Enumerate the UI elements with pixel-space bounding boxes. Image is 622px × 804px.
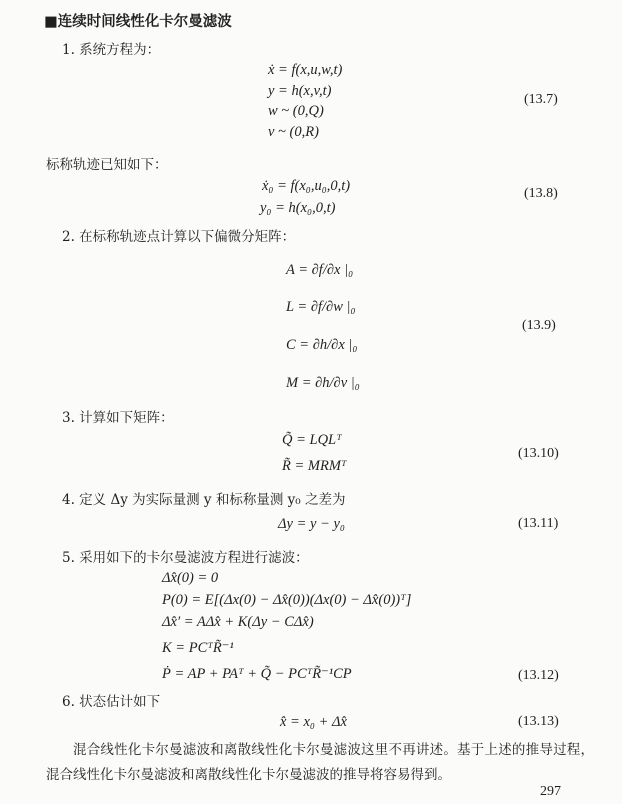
eq-13-8-line-2: y₀ = h(x₀,0,t) <box>260 200 336 216</box>
eq-number-13-12: (13.12) <box>518 668 559 683</box>
eq-13-7-line-1: ẋ = f(x,u,w,t) <box>268 62 343 78</box>
eq-13-9-line-2: L = ∂f/∂w |₀ <box>286 299 356 315</box>
eq-number-13-9: (13.9) <box>522 318 556 333</box>
step-4-label: 4. 定义 Δy 为实际量测 y 和标称量测 y₀ 之差为 <box>62 492 346 508</box>
section-title: ■连续时间线性化卡尔曼滤波 <box>44 14 232 30</box>
eq-13-7-line-2: y = h(x,v,t) <box>268 83 332 99</box>
step-1-label: 1. 系统方程为： <box>62 42 161 58</box>
eq-13-9-line-3: C = ∂h/∂x |₀ <box>286 337 358 353</box>
step-3-label: 3. 计算如下矩阵： <box>62 410 174 426</box>
nominal-trajectory-label: 标称轨迹已知如下： <box>46 157 168 173</box>
eq-13-7-line-4: v ~ (0,R) <box>268 124 319 140</box>
eq-13-13: x̂ = x₀ + Δx̂ <box>280 714 347 730</box>
eq-13-8-line-1: ẋ₀ = f(x₀,u₀,0,t) <box>262 178 351 194</box>
step-5-label: 5. 采用如下的卡尔曼滤波方程进行滤波： <box>62 550 309 566</box>
eq-13-9-line-1: A = ∂f/∂x |₀ <box>286 262 354 278</box>
eq-13-7-line-3: w ~ (0,Q) <box>268 103 324 119</box>
eq-13-10-line-2: R̃ = MRMᵀ <box>282 458 347 474</box>
eq-13-12-line-3: Δx̂′ = AΔx̂ + K(Δy − CΔx̂) <box>162 614 314 630</box>
step-6-label: 6. 状态估计如下 <box>62 694 161 710</box>
eq-13-12-line-1: Δx̂(0) = 0 <box>162 570 219 586</box>
step-2-label: 2. 在标称轨迹点计算以下偏微分矩阵： <box>62 229 296 245</box>
eq-13-12-line-2: P(0) = E[(Δx(0) − Δx̂(0))(Δx(0) − Δx̂(0))ᵀ] <box>162 592 412 608</box>
eq-number-13-13: (13.13) <box>518 714 559 729</box>
eq-13-12-line-4: K = PCᵀR̃⁻¹ <box>162 640 234 656</box>
eq-number-13-7: (13.7) <box>524 92 558 107</box>
eq-number-13-11: (13.11) <box>518 516 559 531</box>
eq-13-12-line-5: Ṗ = AP + PAᵀ + Q̃ − PCᵀR̃⁻¹CP <box>162 666 352 682</box>
page-number: 297 <box>540 784 561 799</box>
eq-13-10-line-1: Q̃ = LQLᵀ <box>282 432 342 448</box>
eq-13-11: Δy = y − y₀ <box>278 516 345 532</box>
eq-number-13-8: (13.8) <box>524 186 558 201</box>
eq-13-9-line-4: M = ∂h/∂v |₀ <box>286 375 360 391</box>
closing-paragraph: 混合线性化卡尔曼滤波和离散线性化卡尔曼滤波这里不再讲述。基于上述的推导过程，混合线性化卡尔曼滤波和离散线性化卡尔曼滤波的推导将容易得到。 <box>46 742 594 783</box>
eq-number-13-10: (13.10) <box>518 446 559 461</box>
